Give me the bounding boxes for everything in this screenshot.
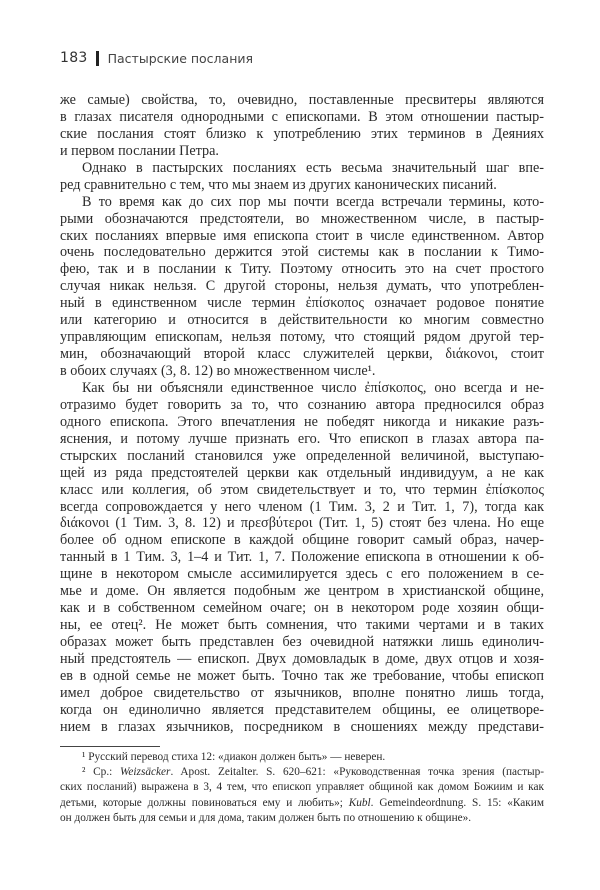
footnote-2-line: он должен быть для семьи и для дома, таким должен быть по отношению к общине». [60, 811, 472, 824]
text-line: управляющим епископам, нельзя потому, что стоящий рядом другой тер- [60, 329, 544, 346]
page-number: 183 [60, 50, 88, 66]
text-line: διάκονοι (1 Тим. 3, 8. 12) и πρεσβύτεροι (Тит. 1, 5) стоят без члена. Но еще [60, 515, 544, 532]
text-line: Как бы ни объясняли единственное число ἐπίσκοπος, оно всегда и не- [82, 379, 544, 396]
text-line: яснения, и потому лучше признать его. Что епископ в глазах автора па- [60, 430, 544, 447]
text-line: ред сравнительно с тем, что мы знаем из других канонических писаний. [60, 176, 497, 193]
text-line: Однако в пастырских посланиях есть весьма значительный шаг впе- [82, 159, 544, 176]
footnote-text: детьми, которые должны повиноваться ему и любить»; [60, 796, 349, 809]
paragraph [60, 160, 544, 194]
text-line: ев в одной семье не может быть. Точно так же требование, чтобы епископ [60, 667, 544, 684]
text-line: когда он единолично является представителем общины, ее олицетворе- [60, 701, 544, 718]
text-line: имел доброе свидетельство от язычников, вполне понятно лишь тогда, [60, 684, 544, 701]
text-line: одного епископа. Этого впечатления не победят никогда и никакие разъ- [60, 413, 544, 430]
header-divider [96, 51, 99, 66]
text-line: в глазах писателя однородными с епископами. В этом отношении пастыр- [60, 108, 544, 125]
footnote-2-line [60, 796, 544, 811]
text-line: мье и доме. Он является подобным же центром в христианской общине, [60, 583, 544, 600]
text-line: ских посланиях впервые имя епископа стоит в числе единственном. Автор [60, 227, 544, 244]
text-line: нием в глазах язычников, посредником в сношениях между представи- [60, 718, 544, 735]
footnote-text: . Gemeindeordnung. S. 15: «Каким [370, 796, 544, 809]
text-line: щей из ряда предстоятелей церкви как отдельный индивидуум, а не как [60, 464, 544, 481]
text-line: очень последовательно держится этой системы как в послании к Тимо- [60, 244, 544, 261]
text-line: щине в некотором смысле ассимилируется здесь с его положением в се- [60, 566, 544, 583]
footnote-2-line: ских посланий) выражена в 3, 4 тем, что епископ управляет общиной как домом Божиим и как [60, 781, 544, 794]
footnote-1: ¹ Русский перевод стиха 12: «диакон должен быть» — неверен. [82, 751, 386, 763]
author-name: Weizsäcker [120, 766, 171, 779]
paragraph [60, 92, 544, 160]
text-line: же самые) свойства, то, очевидно, поставленные пресвитеры являются [60, 92, 544, 108]
text-line: всегда сопровождается у него членом (1 Тим. 3, 2 и Тит. 1, 7), тогда как [60, 498, 544, 515]
author-name: Kubl [348, 796, 371, 809]
text-line: в обоих случаях (3, 8. 12) во множественном числе¹. [60, 363, 376, 379]
text-line: В то время как до сих пор мы почти всегда встречали термины, кото- [82, 193, 544, 210]
text-line: образах может быть представлен без очевидной натяжки лишь единолич- [60, 634, 544, 650]
text-line: рыми обозначаются предстоятели, во множественном числе, в пастыр- [60, 210, 544, 227]
footnote-text: ² Ср.: [82, 766, 121, 779]
footnotes [60, 750, 544, 826]
text-line: танный в 1 Тим. 3, 1–4 и Тит. 1, 7. Положение епископа в отношении к об- [60, 549, 544, 566]
footnote-text: . Apost. Zeitalter. S. 620–621: «Руководственная точка зрения (пастыр- [170, 766, 545, 779]
text-line: и первом послании Петра. [60, 142, 219, 159]
footnote-2-line [60, 765, 544, 780]
text-line: как и в собственном семейном очаге; он в некотором роде хозяин общи- [60, 600, 544, 617]
text-line: ный в единственном числе термин ἐπίσκοπος означает родовое понятие [60, 295, 544, 312]
text-line: более об одном епископе в каждой общине говорит самый образ, начер- [60, 532, 544, 549]
text-line: ские послания стоят близко к употреблению этих терминов в Деяниях [60, 125, 544, 142]
text-line: мин, обозначающий второй класс служителей церкви, διάκονοι, стоит [60, 346, 544, 363]
text-line: или категорию и относится в действительности ко многим совместно [60, 312, 544, 329]
text-line: отразимо будет говорить за то, что сознанию автора предносился образ [60, 396, 544, 413]
text-line: ный предстоятель — епископ. Двух домовладык в доме, двух отцов и хозя- [60, 650, 544, 667]
text-line: фею, так и в послании к Титу. Поэтому относить это на счет простого [60, 261, 544, 278]
paragraph [60, 194, 544, 380]
running-header [60, 50, 253, 66]
running-title: Пастырские послания [107, 50, 254, 66]
text-line: стырских посланий становился уже определенной величиной, выступаю- [60, 447, 544, 464]
footnote-separator [60, 746, 160, 747]
paragraph [60, 380, 544, 736]
text-line: случая никак нельзя. С другой стороны, нельзя думать, что употреблен- [60, 278, 544, 295]
main-text [60, 92, 544, 736]
text-line: класс или коллегия, об этом свидетельствует и то, что термин ἐπίσκοπος [60, 481, 544, 498]
text-line: ны, ее отец². Не может быть сомнения, что такими чертами и в таких [60, 617, 544, 634]
